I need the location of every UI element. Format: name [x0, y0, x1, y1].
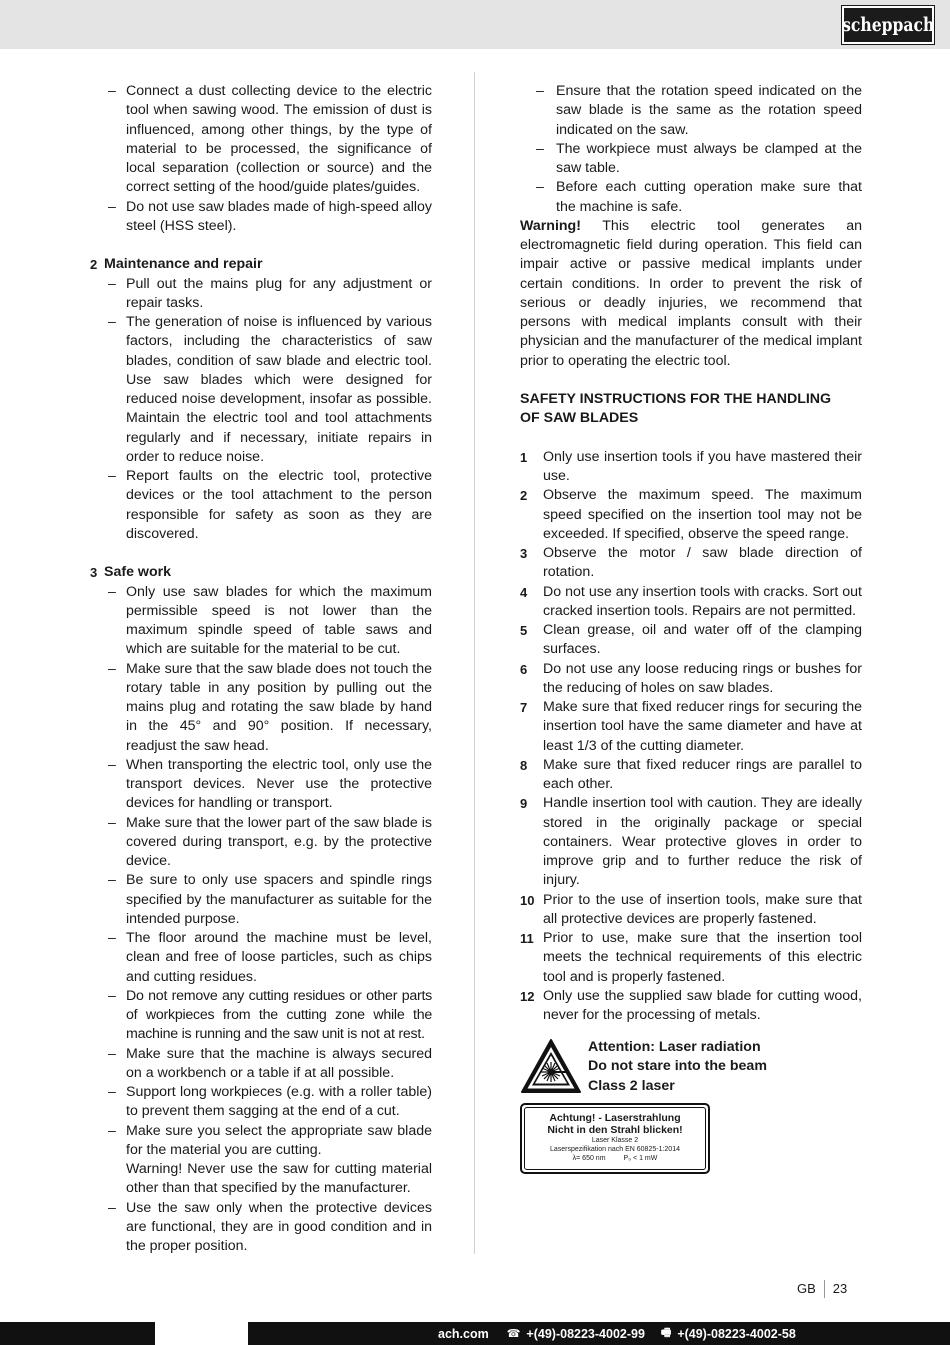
footer-website: ach.com	[438, 1326, 489, 1341]
fax-icon: 🖷	[660, 1327, 672, 1339]
label-subtitle: Nicht in den Strahl blicken!	[547, 1124, 683, 1136]
warning-line: Warning! Never use the saw for cutting material other than that specified by the manufacturer.	[126, 1161, 432, 1197]
label-title: Achtung! - Laserstrahlung	[549, 1112, 681, 1124]
label-spec: Laserspezifikation nach EN 60825-1:2014	[550, 1146, 680, 1153]
scheppach-logo: scheppach	[842, 6, 934, 44]
list-item: – Pull out the mains plug for any adjustment or repair tasks.	[108, 275, 432, 311]
numbered-item: 4 Do not use any insertion tools with cracks. Sort out cracked insertion tools. Repairs are not permitted.	[520, 583, 862, 619]
page-number-value: 23	[832, 1281, 848, 1296]
list-item: – Be sure to only use spacers and spindle rings specified by the manufacturer as suitable for the intended purpose.	[108, 872, 432, 927]
list-item: – When transporting the electric tool, only use the transport devices. Never use the protective devices for handling or transport.	[108, 756, 432, 812]
footer-fax: +(49)-08223-4002-58	[677, 1326, 796, 1341]
section-heading: 2 Maintenance and repair	[90, 256, 263, 273]
list-item: – Before each cutting operation make sure that the machine is safe.	[536, 179, 862, 215]
laser-label	[520, 1103, 710, 1174]
laser-warning	[520, 1038, 900, 1098]
numbered-item: 11 Prior to use, make sure that the insertion tool meets the technical requirements of this electric tool and is properly fastened.	[520, 930, 862, 985]
numbered-item: 8 Make sure that fixed reducer rings are parallel to each other.	[520, 756, 862, 792]
phone-icon: ☎	[506, 1328, 521, 1340]
footer-contact	[438, 1322, 796, 1345]
right-column	[520, 82, 862, 1025]
label-class: Laser Klasse 2	[591, 1137, 639, 1144]
footer-phone: +(49)-08223-4002-99	[526, 1326, 645, 1341]
list-item: – Do not use saw blades made of high-speed alloy steel (HSS steel).	[108, 198, 433, 234]
list-item: – Use the saw only when the protective devices are functional, they are in good condition and in the proper position.	[108, 1199, 432, 1254]
footer-gap	[155, 1322, 248, 1345]
numbered-item: 2 Observe the maximum speed. The maximum speed specified on the insertion tool may not be exceeded. If specified, observe the speed range.	[520, 487, 862, 542]
list-item: – Only use saw blades for which the maximum permissible speed is not lower than the maximum spindle speed of table saws and which are suitable for the material to be cut.	[108, 583, 432, 658]
list-item: – The workpiece must always be clamped at the saw table.	[536, 140, 862, 176]
numbered-item: 7 Make sure that fixed reducer rings for securing the insertion tool have the same diameter and have at least 1/3 of the cutting diameter.	[520, 699, 862, 754]
list-item: – Do not remove any cutting residues or other parts of workpieces from the cutting zone while the machine is running and the saw unit is not at rest.	[108, 987, 432, 1043]
numbered-item: 3 Observe the motor / saw blade direction of rotation.	[520, 545, 862, 581]
list-item: – Make sure that the machine is always secured on a workbench or a table if at all possible.	[108, 1045, 432, 1081]
laser-warning-text: Attention: Laser radiation Do not stare into the beam Class 2 laser	[588, 1039, 767, 1094]
list-item: – Make sure that the saw blade does not touch the rotary table in any position by pulling out the mains plug and rotating the saw blade by hand in the 45° and 90° position. If necessary, readjust the saw head.	[108, 660, 433, 754]
numbered-item: 6 Do not use any loose reducing rings or bushes for the reducing of holes on saw blades.	[520, 660, 862, 696]
column-divider	[474, 72, 475, 1254]
list-item: – Connect a dust collecting device to the electric tool when sawing wood. The emission of dust is influenced, among other things, by the type of material to be processed, the significance of local separation (collection or source) and the correct setting of the hood/guide plates/guides.	[108, 83, 432, 196]
section-heading: SAFETY INSTRUCTIONS FOR THE HANDLING OF SAW BLADES	[520, 391, 832, 427]
section-heading: 3 Safe work	[90, 564, 172, 581]
label-values: λ= 650 nm P₀ < 1 mW	[572, 1155, 658, 1162]
header-bar	[0, 0, 950, 49]
numbered-item: 10 Prior to the use of insertion tools, make sure that all protective devices are properly fastened.	[520, 891, 862, 927]
list-item: – The generation of noise is influenced by various factors, including the characteristics of saw blades, condition of saw blade and electric tool. Use saw blades which were designed for reduced noise development, insofar as possible. Maintain the electric tool and tool attachments regularly and if necessary, initiate repairs in order to reduce noise.	[108, 314, 432, 465]
left-column	[90, 82, 432, 1256]
list-item: – Support long workpieces (e.g. with a roller table) to prevent them sagging at the end of a cut.	[108, 1084, 432, 1120]
laser-hazard-icon	[520, 1038, 582, 1094]
list-item: – Make sure you select the appropriate saw blade for the material you are cutting. Warning! Never use the saw for cutting material other than that specified by the manufacturer.	[108, 1122, 432, 1197]
numbered-item: 12 Only use the supplied saw blade for cutting wood, never for the processing of metals.	[520, 987, 862, 1023]
numbered-item: 1 Only use insertion tools if you have mastered their use.	[520, 448, 862, 484]
list-item: – Report faults on the electric tool, protective devices or the tool attachment to the person responsible for safety as soon as they are discovered.	[108, 468, 432, 542]
list-item: – Make sure that the lower part of the saw blade is covered during transport, e.g. by the protective device.	[108, 814, 432, 869]
list-item: – Ensure that the rotation speed indicated on the saw blade is the same as the rotation speed indicated on the saw.	[536, 83, 862, 138]
list-item: – The floor around the machine must be level, clean and free of loose particles, such as chips and cutting residues.	[108, 930, 432, 985]
numbered-item: 5 Clean grease, oil and water off of the clamping surfaces.	[520, 622, 862, 658]
warning-paragraph: Warning! This electric tool generates an electromagnetic field during operation. This field can impair active or passive medical implants under certain conditions. In order to prevent the risk of serious or deadly injuries, we recommend that persons with medical implants consult with their physician and the manufacturer of the medical implant prior to operating the electric tool.	[520, 217, 862, 369]
page-number	[797, 1280, 847, 1298]
language-code: GB	[797, 1280, 825, 1298]
numbered-item: 9 Handle insertion tool with caution. They are ideally stored in the originally package or special containers. Wear protective gloves in order to improve grip and to further reduce the risk of injury.	[520, 795, 862, 889]
